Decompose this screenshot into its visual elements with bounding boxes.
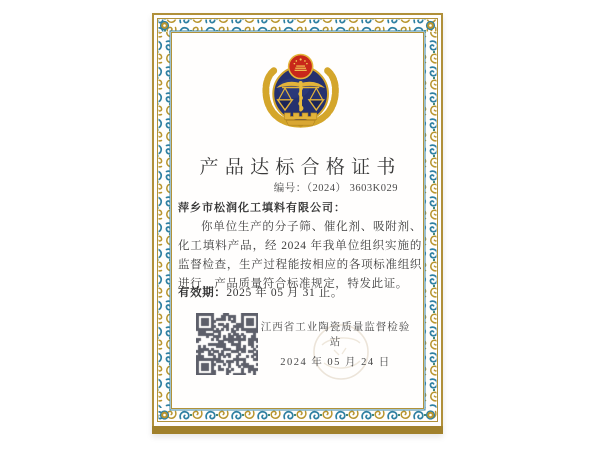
quality-supervision-emblem-icon: [256, 50, 344, 130]
certificate-title: 产品达标合格证书: [199, 157, 402, 178]
certificate-content: [152, 13, 443, 434]
issuer-name: 江西省工业陶瓷质量监督检验站: [260, 322, 411, 348]
recipient-company: 萍乡市松润化工填料有限公司：: [178, 202, 346, 214]
validity-line: [178, 284, 343, 300]
certificate: [152, 13, 443, 434]
validity-value: 2025 年 05 月 31 止。: [226, 287, 343, 299]
certificate-body-text: 你单位生产的分子筛、催化剂、吸附剂、化工填料产品，经 2024 年我单位组织实施的监督检查，生产过程能按相应的各项标准组织进行，产品质量符合标准规定，特发此证。: [178, 221, 422, 290]
validity-label: 有效期：: [178, 287, 227, 299]
qr-code: [196, 313, 258, 375]
certificate-number: 编号：（2024） 3603K029: [273, 183, 398, 194]
issue-date: 2024 年 05 月 24 日: [280, 357, 391, 368]
